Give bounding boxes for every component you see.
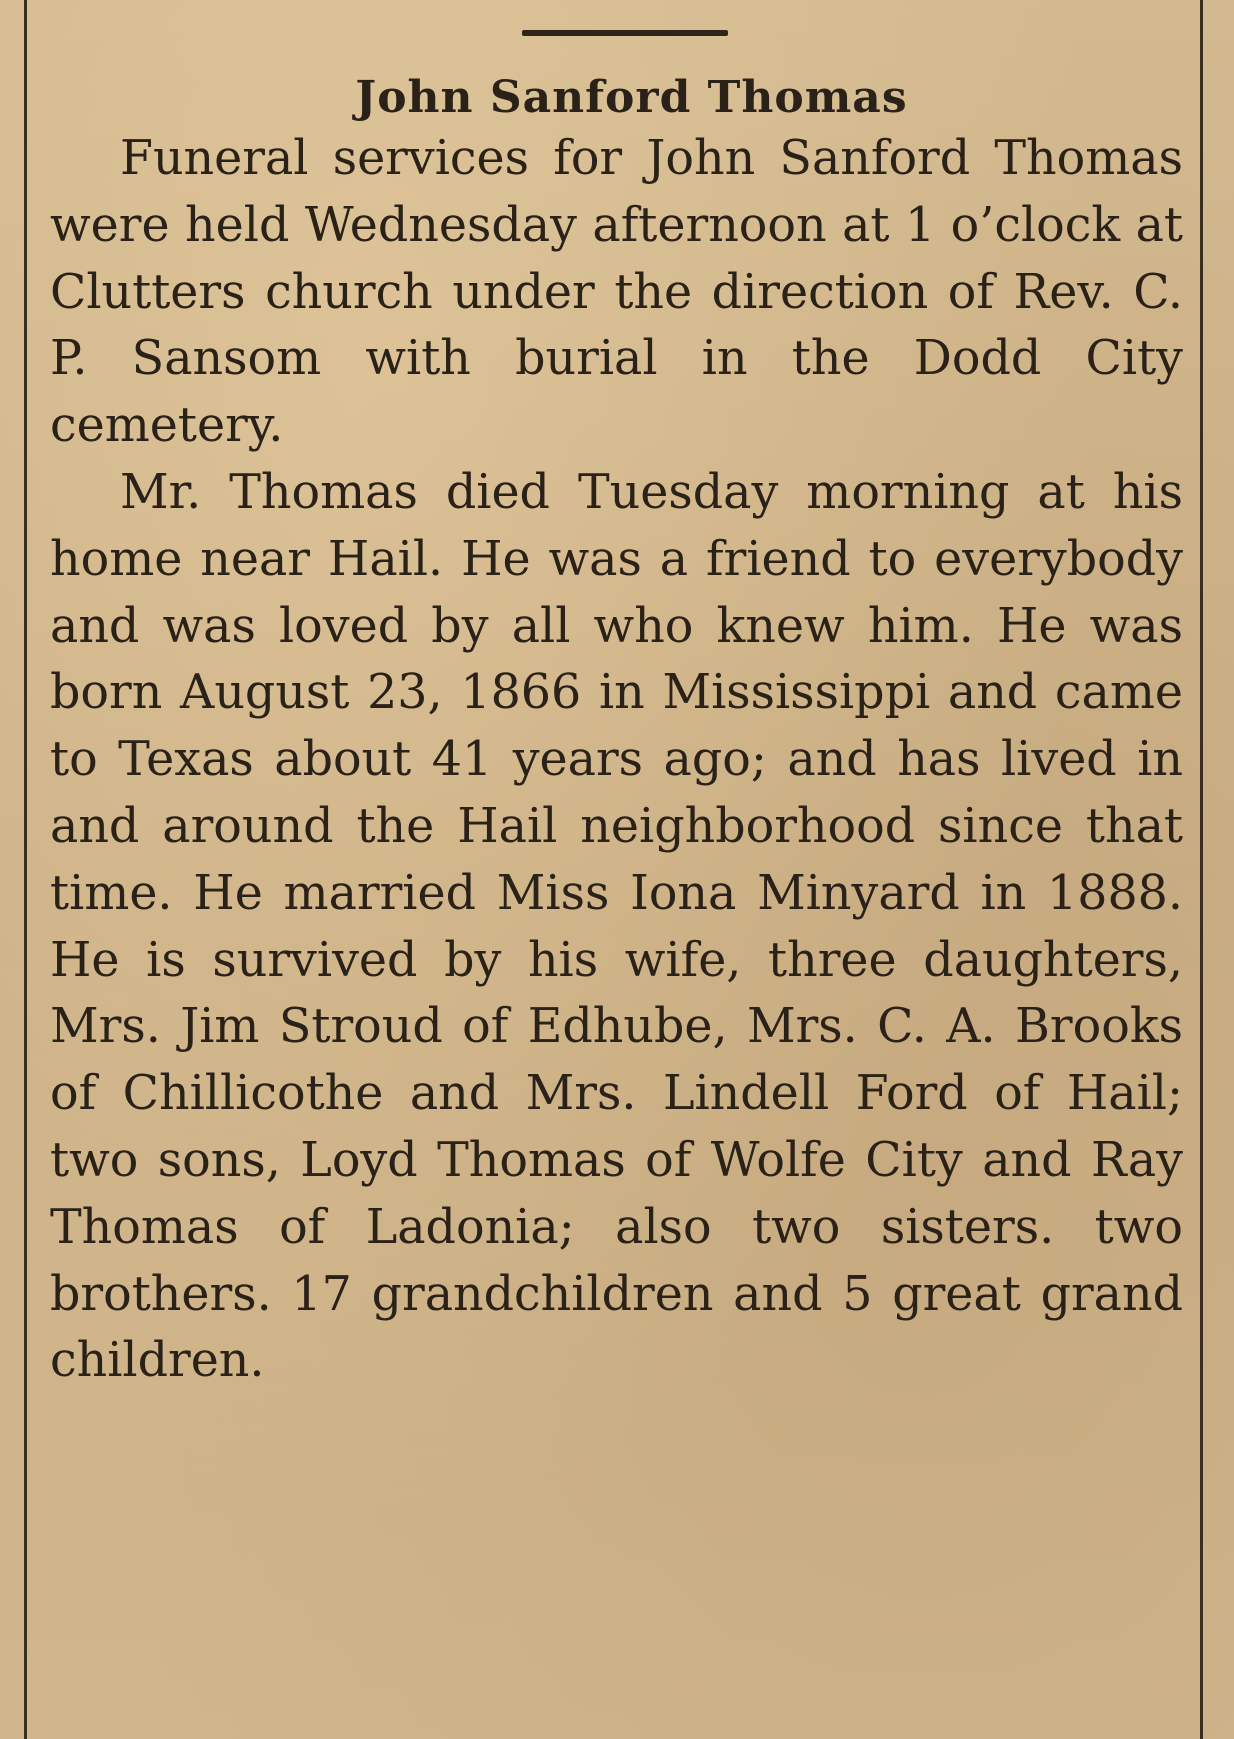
paragraph-funeral: Funeral services for John Sanford Thomas were held Wednesday afternoon at 1 o’clock at Clutters church under the direction of Rev. C. P. Sansom with burial in the Dodd City cemetery. [50, 131, 1183, 454]
left-column-rule [24, 0, 27, 1739]
paragraph-biography: Mr. Thomas died Tuesday morning at his home near Hail. He was a friend to everybody and was loved by all who knew him. He was born August 23, 1866 in Mississippi and came to Texas about 41 years ago; and has lived in and around the Hail neighborhood since that time. He married Miss Iona Minyard in 1888. He is survived by his wife, three daughters, Mrs. Jim Stroud of Edhube, Mrs. C. A. Brooks of Chillicothe and Mrs. Lindell Ford of Hail; two sons, Loyd Thomas of Wolfe City and Ray Thomas of Ladonia; also two sisters. two brothers. 17 grandchildren and 5 great grand children. [50, 464, 1183, 1389]
right-column-rule [1200, 0, 1203, 1739]
headline: John Sanford Thomas [355, 72, 908, 123]
section-divider [522, 30, 728, 36]
obituary-article [50, 70, 1183, 1395]
